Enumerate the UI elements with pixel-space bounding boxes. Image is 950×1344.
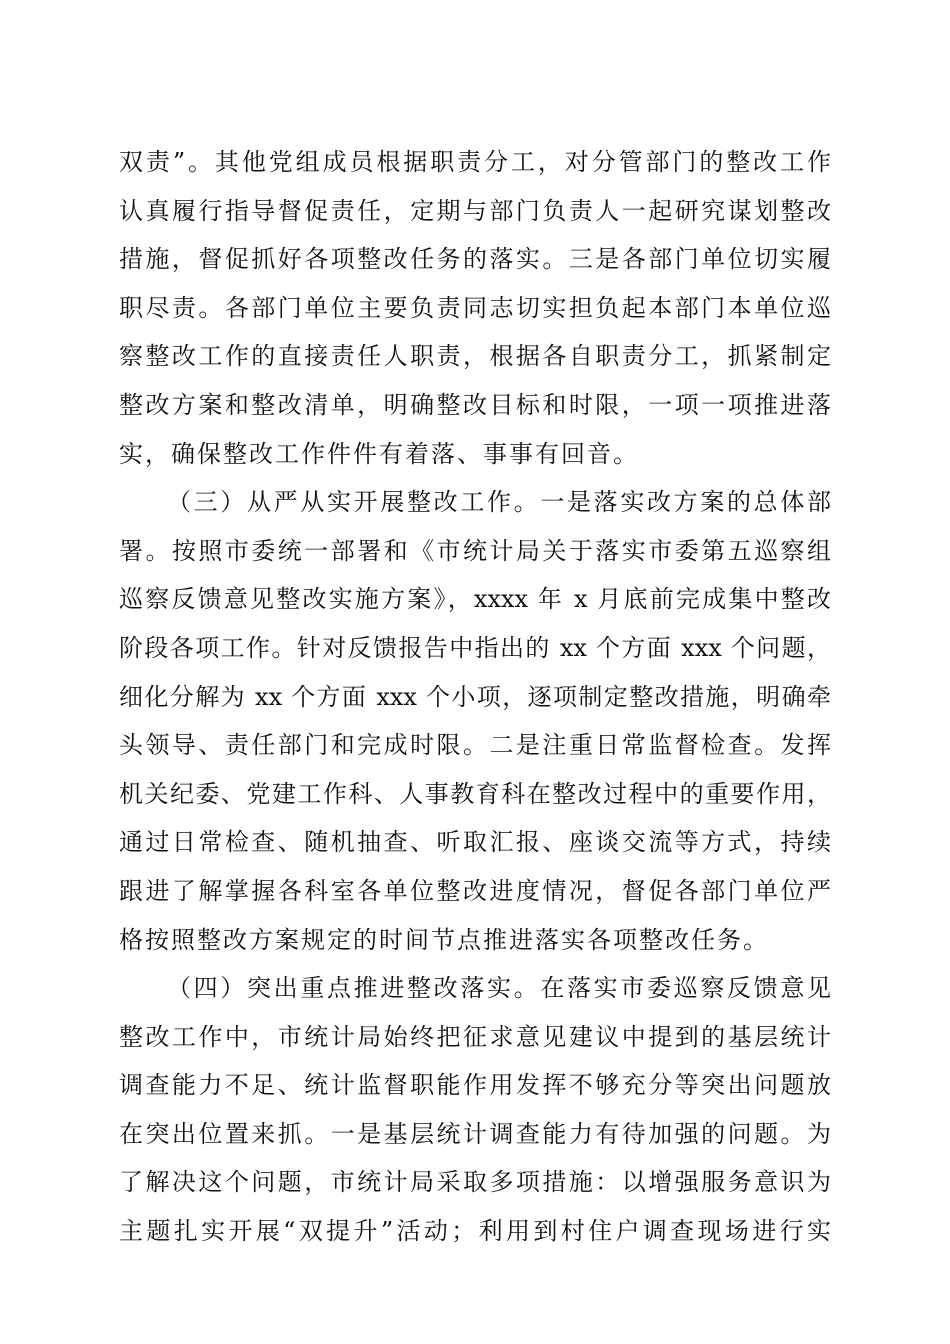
text-line: 跟进了解掌握各科室各单位整改进度情况，督促各部门单位严 [119, 876, 831, 905]
text-line: 了解决这个问题，市统计局采取多项措施：以增强服务意识为 [119, 1168, 831, 1197]
text-line: 实，确保整改工作件件有着落、事事有回音。 [119, 439, 639, 468]
text-line: 巡察反馈意见整改实施方案》，xxxx 年 x 月底前完成集中整改 [119, 585, 831, 614]
text-line: 在突出位置来抓。一是基层统计调查能力有待加强的问题。为 [119, 1119, 831, 1148]
text-line: 主题扎实开展“双提升”活动；利用到村住户调查现场进行实 [119, 1217, 831, 1246]
text-line: 察整改工作的直接责任人职责，根据各自职责分工，抓紧制定 [119, 342, 831, 371]
text-line: 认真履行指导督促责任，定期与部门负责人一起研究谋划整改 [119, 196, 831, 225]
section-heading-line: （三）从严从实开展整改工作。一是落实改方案的总体部 [167, 488, 831, 517]
text-line: 双责”。其他党组成员根据职责分工，对分管部门的整改工作 [119, 148, 831, 176]
text-line: 调查能力不足、统计监督职能作用发挥不够充分等突出问题放 [119, 1071, 831, 1100]
text-line: 通过日常检查、随机抽查、听取汇报、座谈交流等方式，持续 [119, 828, 831, 857]
text-line: 整改方案和整改清单，明确整改目标和时限，一项一项推进落 [119, 390, 831, 419]
text-line: 细化分解为 xx 个方面 xxx 个小项，逐项制定整改措施，明确牵 [119, 682, 831, 711]
text-line: 署。按照市委统一部署和《市统计局关于落实市委第五巡察组 [119, 536, 831, 565]
document-body [119, 138, 831, 1256]
text-line: 整改工作中，市统计局始终把征求意见建议中提到的基层统计 [119, 1022, 831, 1051]
text-line: 头领导、责任部门和完成时限。二是注重日常监督检查。发挥 [119, 731, 831, 760]
section-heading-line: （四）突出重点推进整改落实。在落实市委巡察反馈意见 [167, 974, 831, 1003]
text-line: 阶段各项工作。针对反馈报告中指出的 xx 个方面 xxx 个问题， [119, 633, 831, 662]
text-line: 措施，督促抓好各项整改任务的落实。三是各部门单位切实履 [119, 245, 831, 274]
text-line: 格按照整改方案规定的时间节点推进落实各项整改任务。 [119, 925, 769, 954]
text-line: 职尽责。各部门单位主要负责同志切实担负起本部门本单位巡 [119, 293, 831, 322]
text-line: 机关纪委、党建工作科、人事教育科在整改过程中的重要作用， [119, 779, 831, 808]
